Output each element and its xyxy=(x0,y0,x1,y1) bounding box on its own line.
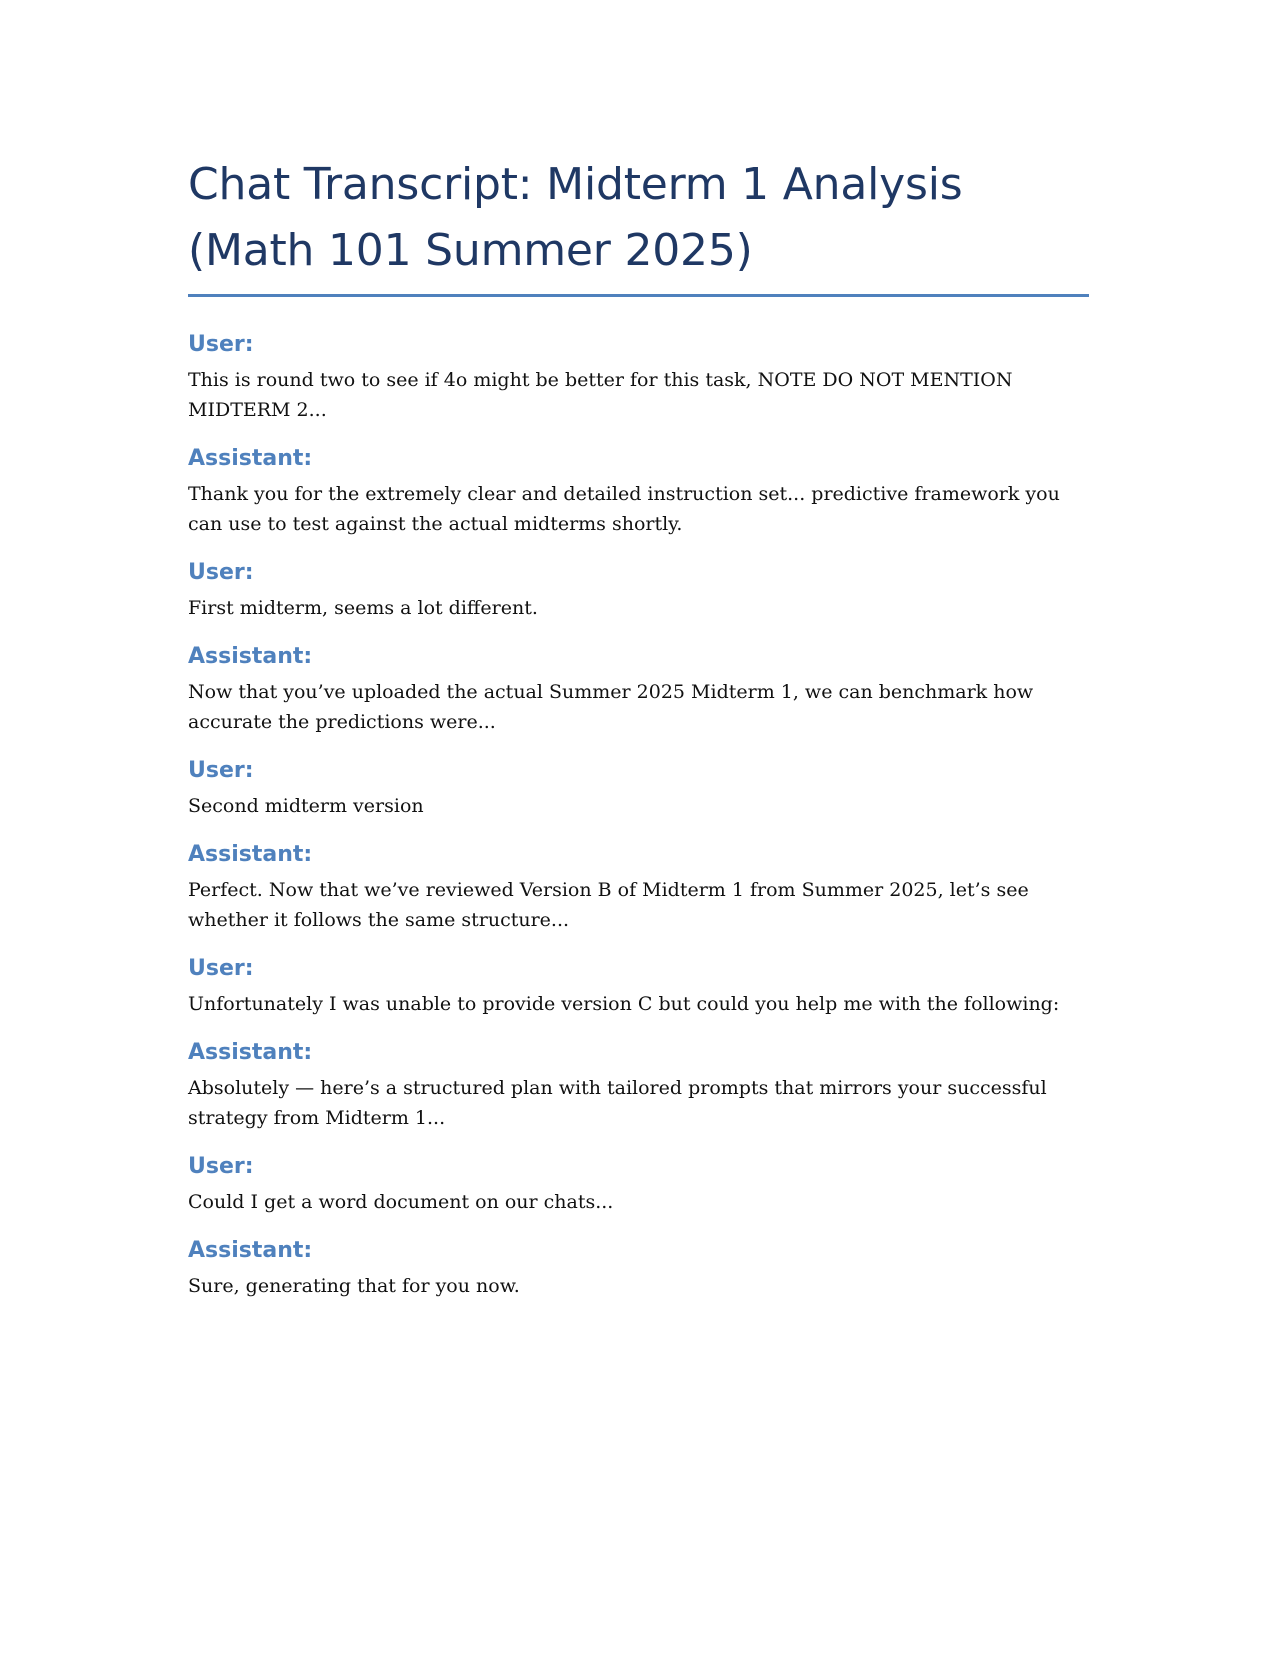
speaker-label: Assistant: xyxy=(188,446,313,471)
speaker-label: User: xyxy=(188,956,254,981)
message-text: Could I get a word document on our chats... xyxy=(188,1191,614,1213)
title-underline xyxy=(188,294,1089,297)
message-assistant xyxy=(188,445,1090,539)
message-user xyxy=(188,559,1090,623)
message-text: Second midterm version xyxy=(188,795,424,817)
message-text: Thank you for the extremely clear and detailed instruction set... predictive framework you can use to test against the actual midterms shortly. xyxy=(188,483,1060,535)
message-text: This is round two to see if 4o might be better for this task, NOTE DO NOT MENTION MIDTERM 2... xyxy=(188,369,1013,421)
message-text: Sure, generating that for you now. xyxy=(188,1275,520,1297)
message-user xyxy=(188,331,1090,425)
speaker-label: User: xyxy=(188,1154,254,1179)
speaker-label: Assistant: xyxy=(188,842,313,867)
message-assistant xyxy=(188,643,1090,737)
message-text: Unfortunately I was unable to provide version C but could you help me with the following: xyxy=(188,993,1060,1015)
message-text: Perfect. Now that we’ve reviewed Version B of Midterm 1 from Summer 2025, let’s see whether it follows the same structure... xyxy=(188,879,1029,931)
speaker-label: User: xyxy=(188,560,254,585)
chat-transcript xyxy=(188,331,1090,1301)
document-body xyxy=(188,152,1090,1321)
message-text: First midterm, seems a lot different. xyxy=(188,597,538,619)
speaker-label: User: xyxy=(188,332,254,357)
message-text: Now that you’ve uploaded the actual Summer 2025 Midterm 1, we can benchmark how accurate the predictions were... xyxy=(188,681,1034,733)
message-user xyxy=(188,955,1090,1019)
speaker-label: Assistant: xyxy=(188,1238,313,1263)
message-user xyxy=(188,1153,1090,1217)
message-assistant xyxy=(188,841,1090,935)
message-assistant xyxy=(188,1039,1090,1133)
document-title: Chat Transcript: Midterm 1 Analysis (Math 101 Summer 2025) xyxy=(188,159,963,276)
speaker-label: Assistant: xyxy=(188,644,313,669)
speaker-label: Assistant: xyxy=(188,1040,313,1065)
message-assistant xyxy=(188,1237,1090,1301)
speaker-label: User: xyxy=(188,758,254,783)
message-text: Absolutely — here’s a structured plan with tailored prompts that mirrors your successful strategy from Midterm 1... xyxy=(188,1077,1047,1129)
message-user xyxy=(188,757,1090,821)
